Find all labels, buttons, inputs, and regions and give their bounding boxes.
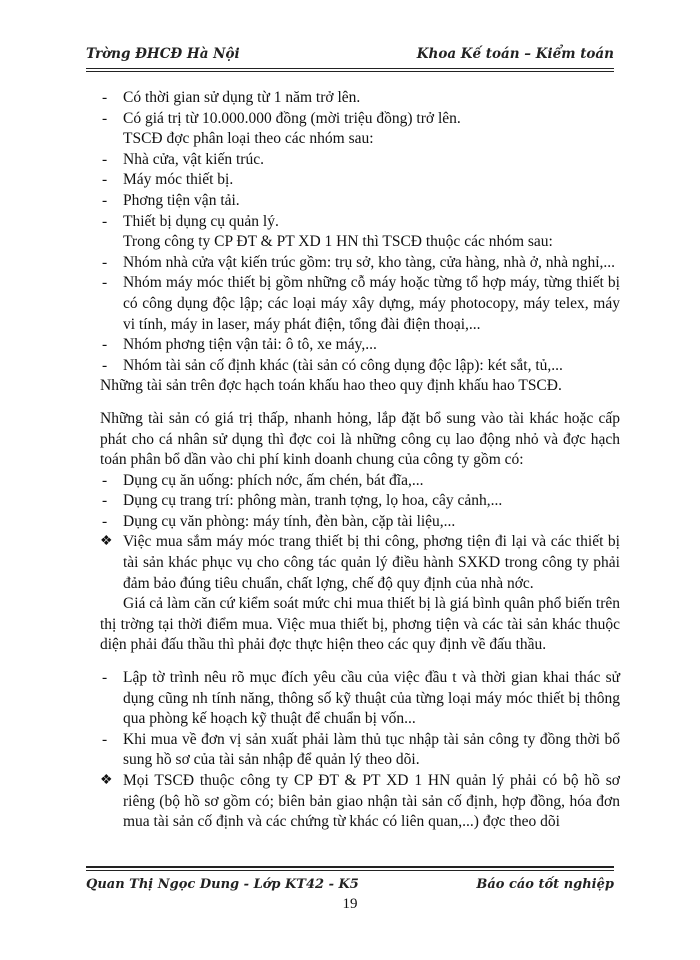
paragraph-text: Nhà cửa, vật kiến trúc.	[123, 150, 264, 168]
paragraph-gap	[100, 397, 620, 409]
dash-bullet-icon: -	[102, 109, 108, 127]
dash-bullet-icon: -	[102, 150, 108, 168]
dash-bullet-icon: -	[102, 492, 108, 510]
diamond-list-item	[100, 771, 620, 833]
header-department: Khoa Kế toán – Kiểm toán	[416, 46, 614, 62]
footer-report-type: Báo cáo tốt nghiệp	[476, 877, 614, 892]
paragraph	[100, 409, 620, 471]
dash-list-item	[100, 356, 620, 377]
paragraph-text: Nhóm tài sản cố định khác (tài sản có công dụng độc lập): két sắt, tủ,...	[123, 356, 563, 374]
header-school: Trờng ĐHCĐ Hà Nội	[86, 46, 240, 62]
paragraph-text: Những tài sản có giá trị thấp, nhanh hỏng, lắp đặt bổ sung vào tài khác hoặc cấp phát cho cá nhân sử dụng thì đợc coi là những công cụ lao động nhỏ và đợc hạch toán phân bổ dần vào chi phí kinh doanh chung của công ty gồm có:	[100, 409, 620, 469]
dash-list-item	[100, 730, 620, 771]
paragraph	[100, 232, 620, 253]
dash-bullet-icon: -	[102, 171, 108, 189]
paragraph-text: Nhóm phơng tiện vận tải: ô tô, xe máy,...	[123, 336, 377, 354]
paragraph-text: Những tài sản trên đợc hạch toán khấu hao theo quy định khấu hao TSCĐ.	[100, 377, 562, 395]
paragraph-text: Giá cả làm căn cứ kiểm soát mức chi mua thiết bị là giá bình quân phổ biến trên thị trờng tại thời điểm mua. Việc mua thiết bị, phơng tiện và các tài sản khác thuộc diện phải đấu thầu thì phải đợc thực hiện theo các quy định về đấu thầu.	[100, 595, 620, 654]
paragraph-text: Thiết bị dụng cụ quản lý.	[123, 212, 279, 230]
dash-bullet-icon: -	[102, 669, 108, 687]
paragraph-gap	[100, 656, 620, 668]
dash-list-item	[100, 491, 620, 512]
paragraph-text: Dụng cụ trang trí: phông màn, tranh tợng, lọ hoa, cây cảnh,...	[123, 492, 503, 510]
paragraph-text: Máy móc thiết bị.	[123, 171, 234, 189]
dash-bullet-icon: -	[102, 253, 108, 271]
paragraph	[100, 594, 620, 656]
diamond-list-item	[100, 532, 620, 594]
dash-bullet-icon: -	[102, 274, 108, 292]
dash-bullet-icon: -	[102, 471, 108, 489]
paragraph	[100, 376, 620, 397]
paragraph-text: Có giá trị từ 10.000.000 đồng (mời triệu đồng) trở lên.	[123, 109, 461, 127]
page-number: 19	[342, 896, 358, 912]
header-rule-2	[86, 71, 614, 72]
dash-list-item	[100, 471, 620, 492]
dash-bullet-icon: -	[102, 191, 108, 209]
paragraph-text: Nhóm nhà cửa vật kiến trúc gồm: trụ sở, kho tàng, cửa hàng, nhà ở, nhà nghỉ,...	[123, 253, 616, 271]
paragraph-text: Có thời gian sử dụng từ 1 năm trở lên.	[123, 89, 361, 106]
paragraph-text: Việc mua sắm máy móc trang thiết bị thi công, phơng tiện đi lại và các thiết bị tài sản khác phục vụ cho công tác quản lý điều hành SXKD trong công ty phải đảm bảo đúng tiêu chuẩn, chất lợng, chế độ quy định của nhà nớc.	[123, 533, 620, 592]
paragraph-text: Dụng cụ văn phòng: máy tính, đèn bàn, cặp tài liệu,...	[123, 512, 456, 530]
paragraph-text: Trong công ty CP ĐT & PT XD 1 HN thì TSCĐ thuộc các nhóm sau:	[123, 233, 553, 251]
dash-list-item	[100, 150, 620, 171]
paragraph-text: Nhóm máy móc thiết bị gồm những cỗ máy hoặc từng tổ hợp máy, từng thiết bị có công dụng độc lập; các loại máy xây dựng, máy photocopy, máy telex, máy vi tính, máy in laser, máy phát điện, tổng đài điện thoại,...	[123, 274, 620, 333]
paragraph-text: TSCĐ đợc phân loại theo các nhóm sau:	[123, 130, 374, 148]
paragraph-text: Lập tờ trình nêu rõ mục đích yêu cầu của việc đầu t và thời gian khai thác sử dụng cũng nh tính năng, thông số kỹ thuật của từng loại máy móc thiết bị thông qua phòng kế hoạch kỹ thuật để chuẩn bị vốn...	[123, 669, 620, 728]
dash-list-item	[100, 212, 620, 233]
dash-bullet-icon: -	[102, 512, 108, 530]
dash-list-item	[100, 335, 620, 356]
diamond-bullet-icon: ❖	[100, 534, 113, 550]
dash-list-item	[100, 191, 620, 212]
document-body	[100, 88, 620, 833]
dash-bullet-icon: -	[102, 336, 108, 354]
dash-bullet-icon: -	[102, 730, 108, 748]
paragraph	[100, 129, 620, 150]
dash-list-item	[100, 170, 620, 191]
dash-list-item	[100, 253, 620, 274]
paragraph-text: Phơng tiện vận tải.	[123, 191, 240, 209]
paragraph-text: Khi mua về đơn vị sản xuất phải làm thủ tục nhập tài sản công ty đồng thời bổ sung hồ sơ của tài sản nhập để quản lý theo dõi.	[123, 730, 620, 769]
footer-rule-2	[86, 870, 614, 871]
footer-rule	[86, 866, 614, 868]
page-header	[86, 42, 614, 66]
dash-bullet-icon: -	[102, 89, 108, 106]
footer-author: Quan Thị Ngọc Dung - Lớp KT42 - K5	[86, 877, 359, 892]
paragraph-text: Mọi TSCĐ thuộc công ty CP ĐT & PT XD 1 HN quản lý phải có bộ hồ sơ riêng (bộ hồ sơ gồm có; biên bản giao nhận tài sản cố định, hợp đồng, hóa đơn mua tài sản cố định và các chứng từ khác có liên quan,...) đợc theo dõi	[123, 772, 620, 831]
dash-list-item	[100, 668, 620, 730]
dash-list-item	[100, 88, 620, 109]
paragraph-text: Dụng cụ ăn uống: phích nớc, ấm chén, bát đĩa,...	[123, 471, 424, 489]
dash-list-item	[100, 109, 620, 130]
dash-bullet-icon: -	[102, 356, 108, 374]
header-rule	[86, 68, 614, 69]
diamond-bullet-icon: ❖	[100, 773, 113, 788]
dash-bullet-icon: -	[102, 212, 108, 230]
dash-list-item	[100, 273, 620, 335]
dash-list-item	[100, 512, 620, 533]
